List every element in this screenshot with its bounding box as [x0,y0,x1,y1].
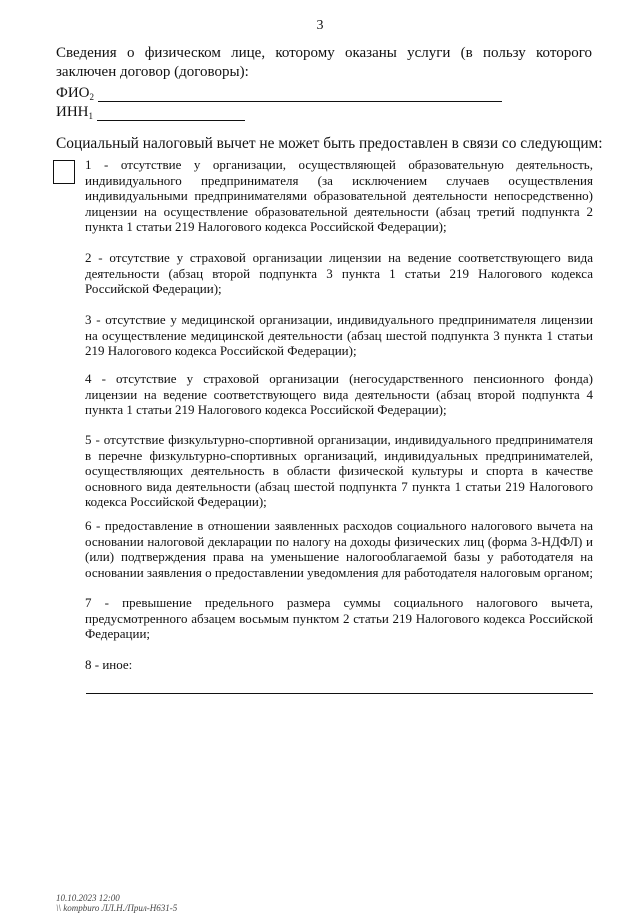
fio-label: ФИО [56,85,90,101]
fio-footnote-marker: 2 [89,92,95,102]
footer-document-reference: \\ kompburo ЛЛ.Н./Прил-Н631-5 [56,903,178,913]
reason-checkbox[interactable] [53,160,75,184]
reason-item-8: 8 - иное: [85,657,133,672]
fio-field [56,82,502,102]
reason-item-5: 5 - отсутствие физкультурно-спортивной организации, индивидуального предпринимателя в перечне физкультурно-спортивных организаций, индивидуальных предпринимателей, осуществляющих деятельность в области физической культуры и спорта в качестве основного вида деятельности (абзац шестой подпункта 7 пункта 1 статьи 219 Налогового кодекса Российской Федерации); [85,432,593,510]
reason-item-3: 3 - отсутствие у медицинской организации, индивидуального предпринимателя лицензии на осуществление медицинской деятельности (абзац шестой подпункта 3 пункта 1 статьи 219 Налогового кодекса Российской Федерации); [85,312,593,359]
page-number: 3 [316,18,324,33]
refusal-reasons-heading: Социальный налоговый вычет не может быть предоставлен в связи со следующим: [56,135,603,152]
inn-label: ИНН [56,104,89,120]
reason-item-1: 1 - отсутствие у организации, осуществляющей образовательную деятельность, индивидуального предпринимателя (за исключением случаев осуществления индивидуальными предпринимателями образовательной деятельности непосредственно) лицензии на осуществление образовательной деятельности (абзац третий подпункта 2 пункта 1 статьи 219 Налогового кодекса Российской Федерации); [85,157,593,235]
footer-timestamp: 10.10.2023 12:00 [56,893,120,903]
reason-item-4: 4 - отсутствие у страховой организации (негосударственного пенсионного фонда) лицензии на ведение соответствующего вида деятельности (абзац второй подпункта 4 пункта 1 статьи 219 Налогового кодекса Российской Федерации); [85,371,593,418]
recipient-info-intro: Сведения о физическом лице, которому оказаны услуги (в пользу которого заключен договор (договоры): [56,45,592,80]
inn-field [56,101,245,121]
inn-footnote-marker: 1 [88,111,93,121]
reason-item-6: 6 - предоставление в отношении заявленных расходов социального налогового вычета на основании налоговой декларации по налогу на доходы физических лиц (форма 3-НДФЛ) и (или) подтверждения права на уменьшение налогооблагаемой базы у работодателя на основании заявления о предоставлении уведомления для работодателя налоговым органом; [85,518,594,580]
reason-item-7: 7 - превышение предельного размера суммы социального налогового вычета, предусмотренного абзацем восьмым пунктом 2 статьи 219 Налогового кодекса Российской Федерации; [85,595,593,642]
inn-input-line[interactable] [97,106,245,121]
other-reason-input-line[interactable] [86,693,593,694]
reason-item-2: 2 - отсутствие у страховой организации лицензии на ведение соответствующего вида деятельности (абзац второй подпункта 3 пункта 1 статьи 219 Налогового кодекса Российской Федерации); [85,250,593,297]
fio-input-line[interactable] [98,87,502,102]
